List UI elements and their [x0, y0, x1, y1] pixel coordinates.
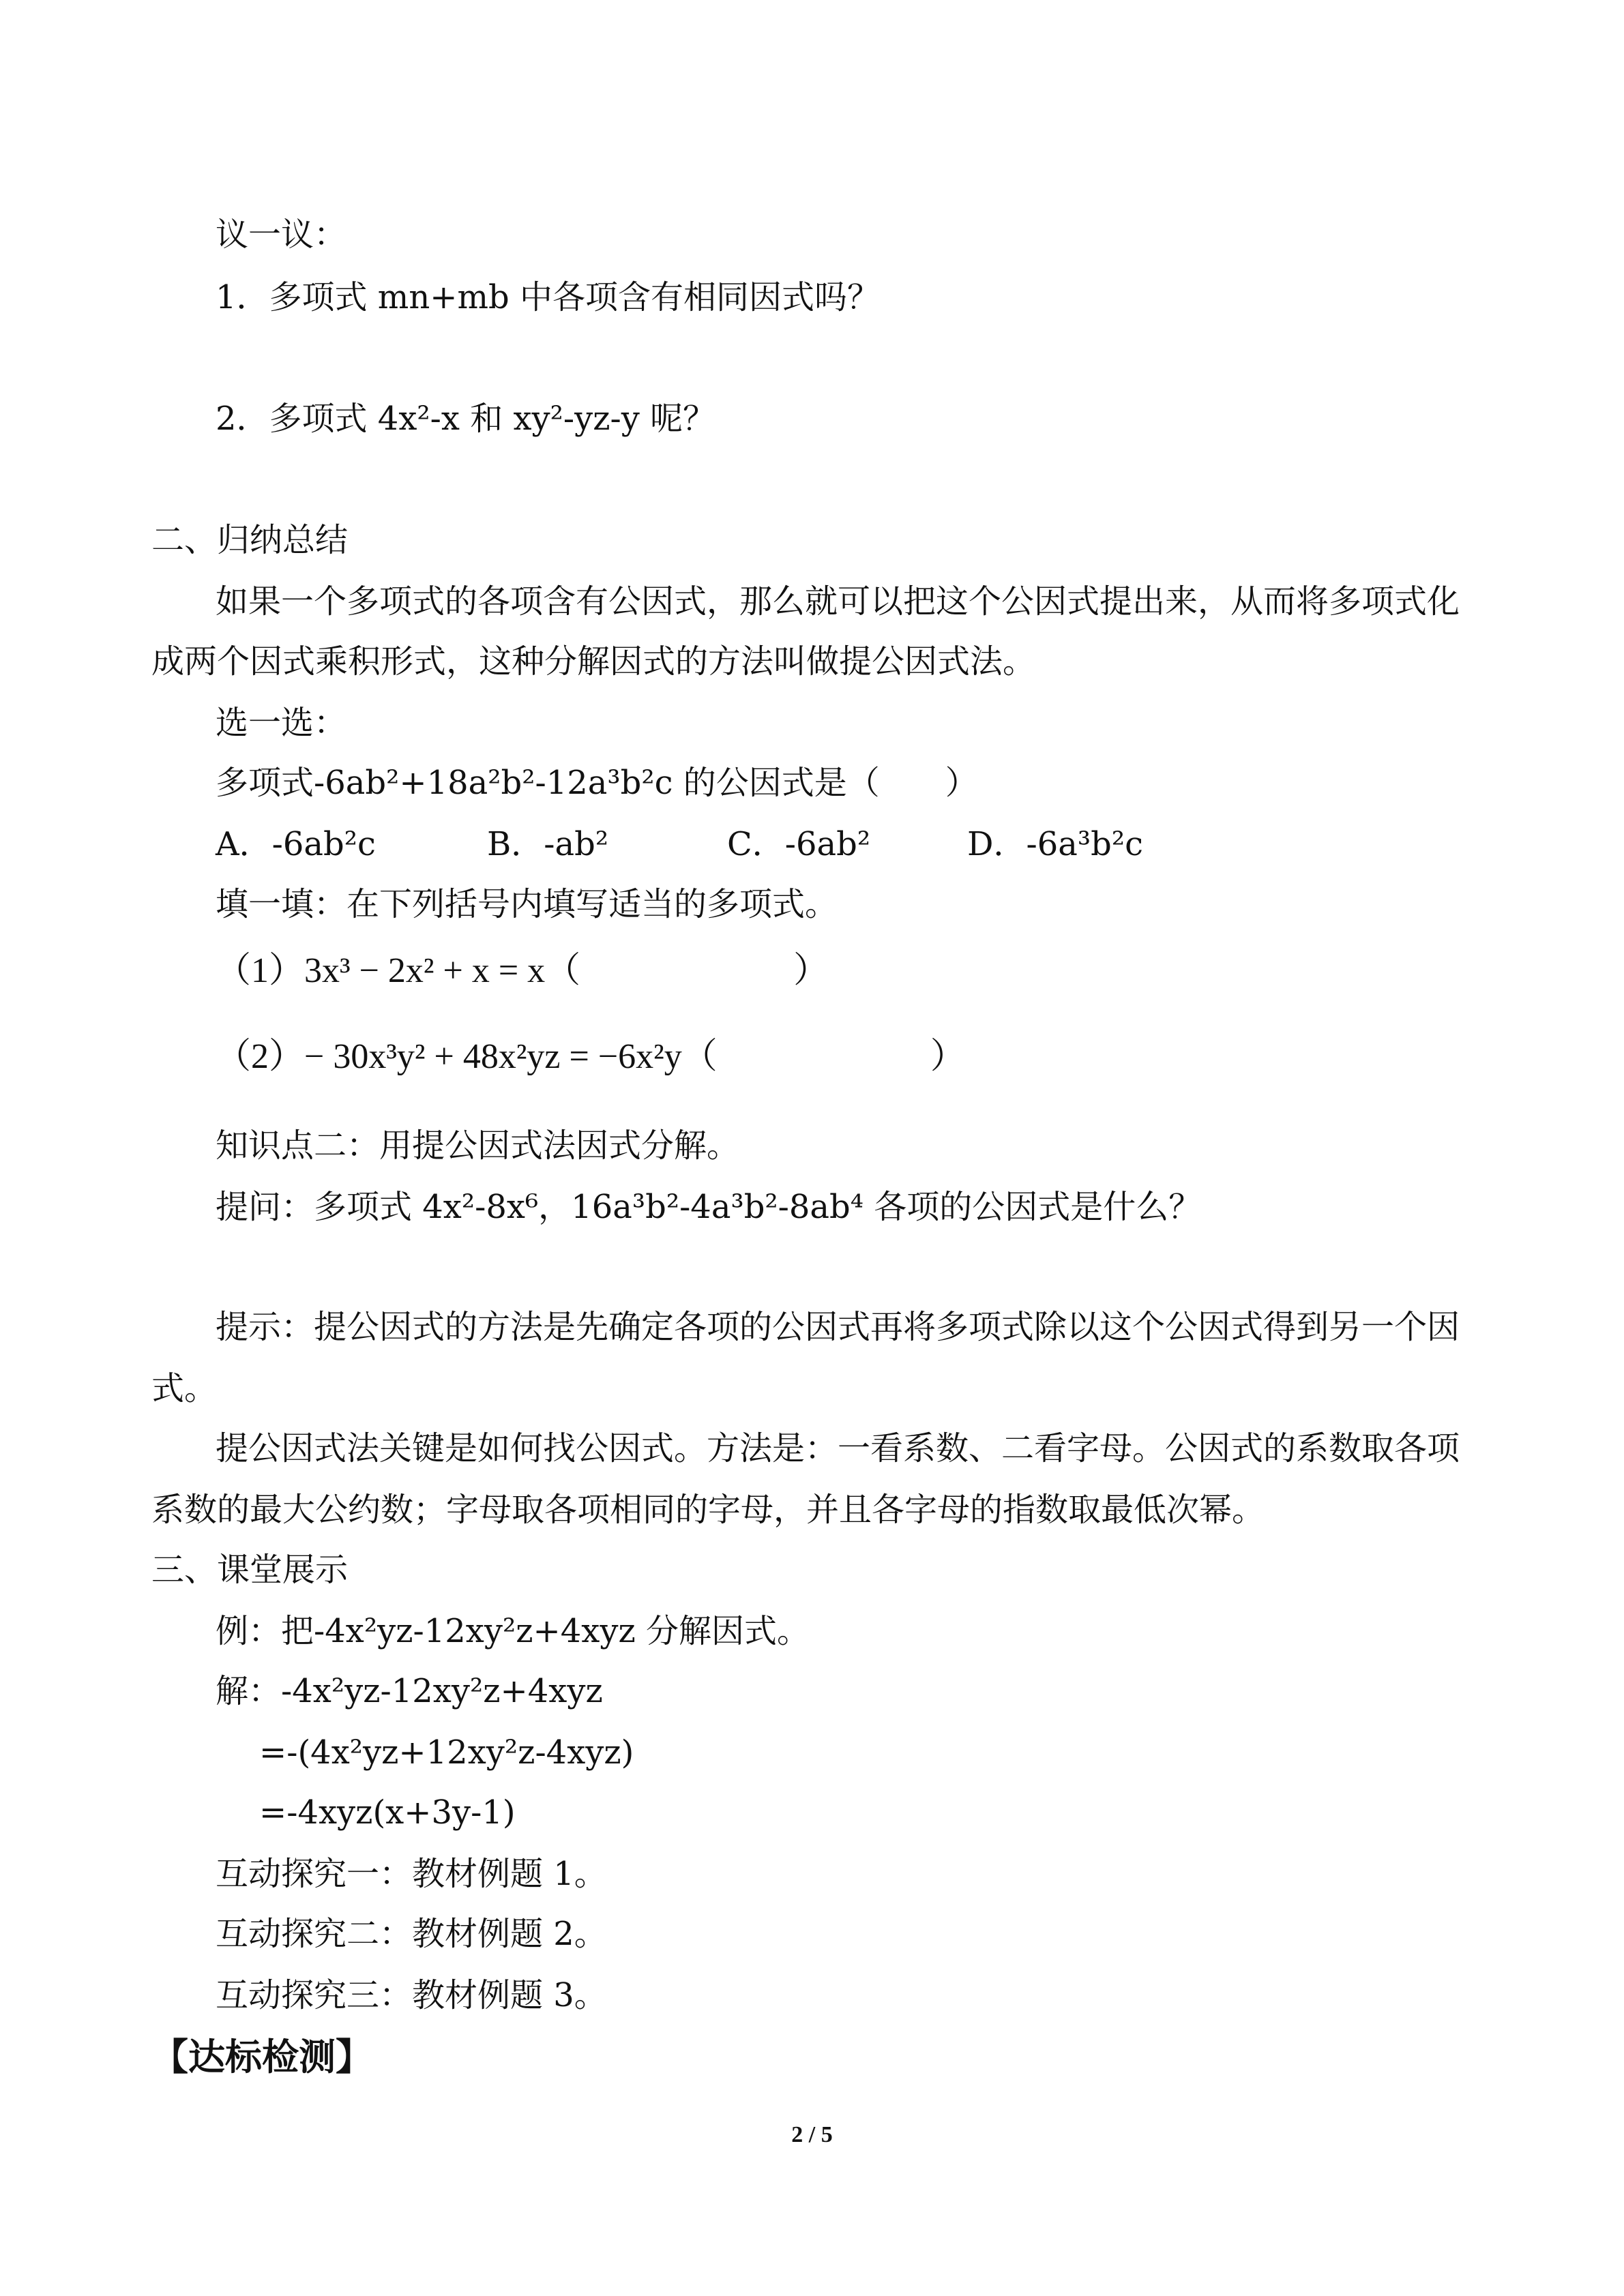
question-2: 2．多项式 4x²-x 和 xy²-yz-y 呢？	[216, 400, 716, 438]
hint-line-2: 式。	[151, 1369, 218, 1407]
summary-paragraph-line-2: 成两个因式乘积形式，这种分解因式的方法叫做提公因式法。	[151, 642, 1036, 681]
summary-paragraph-line-1: 如果一个多项式的各项含有公因式，那么就可以把这个公因式提出来，从而将多项式化	[216, 582, 1460, 621]
example-line: 例：把-4x²yz-12xy²z+4xyz 分解因式。	[216, 1612, 810, 1650]
option-c: C．-6ab²	[727, 825, 871, 863]
section-heading-show: 三、课堂展示	[151, 1551, 349, 1589]
key-line-2: 系数的最大公约数；字母取各项相同的字母，并且各字母的指数取最低次幂。	[151, 1491, 1265, 1529]
option-a: A．-6ab²c	[216, 825, 376, 863]
key-line-1: 提公因式法关键是如何找公因式。方法是：一看系数、二看字母。公因式的系数取各项	[216, 1429, 1460, 1467]
fill-title: 填一填：在下列括号内填写适当的多项式。	[216, 885, 838, 923]
choose-title: 选一选：	[216, 704, 347, 742]
ask-question: 提问：多项式 4x²-8x⁶，16a³b²-4a³b²-8ab⁴ 各项的公因式是什么？	[216, 1188, 1202, 1226]
solution-line-1: 解：-4x²yz-12xy²z+4xyz	[216, 1672, 603, 1710]
page-number: 2 / 5	[791, 2122, 833, 2147]
hint-line-1: 提示：提公因式的方法是先确定各项的公因式再将多项式除以这个公因式得到另一个因	[216, 1308, 1460, 1346]
solution-line-2: =-(4x²yz+12xy²z-4xyz)	[259, 1733, 634, 1772]
option-d: D．-6a³b²c	[967, 825, 1143, 863]
fill-item-2: （2）− 30x³y² + 48x²yz = −6x²y（ ）	[216, 1037, 966, 1076]
choose-question: 多项式-6ab²+18a²b²-12a³b²c 的公因式是（ ）	[216, 764, 978, 802]
section-heading-summary: 二、归纳总结	[151, 521, 349, 559]
test-heading: 【达标检测】	[151, 2036, 372, 2078]
interactive-1: 互动探究一：教材例题 1。	[216, 1855, 607, 1893]
knowledge-point-2: 知识点二：用提公因式法因式分解。	[216, 1127, 740, 1165]
interactive-2: 互动探究二：教材例题 2。	[216, 1915, 607, 1953]
discuss-title: 议一议：	[216, 215, 347, 254]
solution-line-3: =-4xyz(x+3y-1)	[259, 1793, 516, 1832]
option-b: B．-ab²	[487, 825, 609, 863]
interactive-3: 互动探究三：教材例题 3。	[216, 1976, 607, 2014]
question-1: 1．多项式 mn+mb 中各项含有相同因式吗？	[216, 278, 880, 316]
fill-item-1: （1）3x³ − 2x² + x = x（ ）	[216, 951, 829, 990]
